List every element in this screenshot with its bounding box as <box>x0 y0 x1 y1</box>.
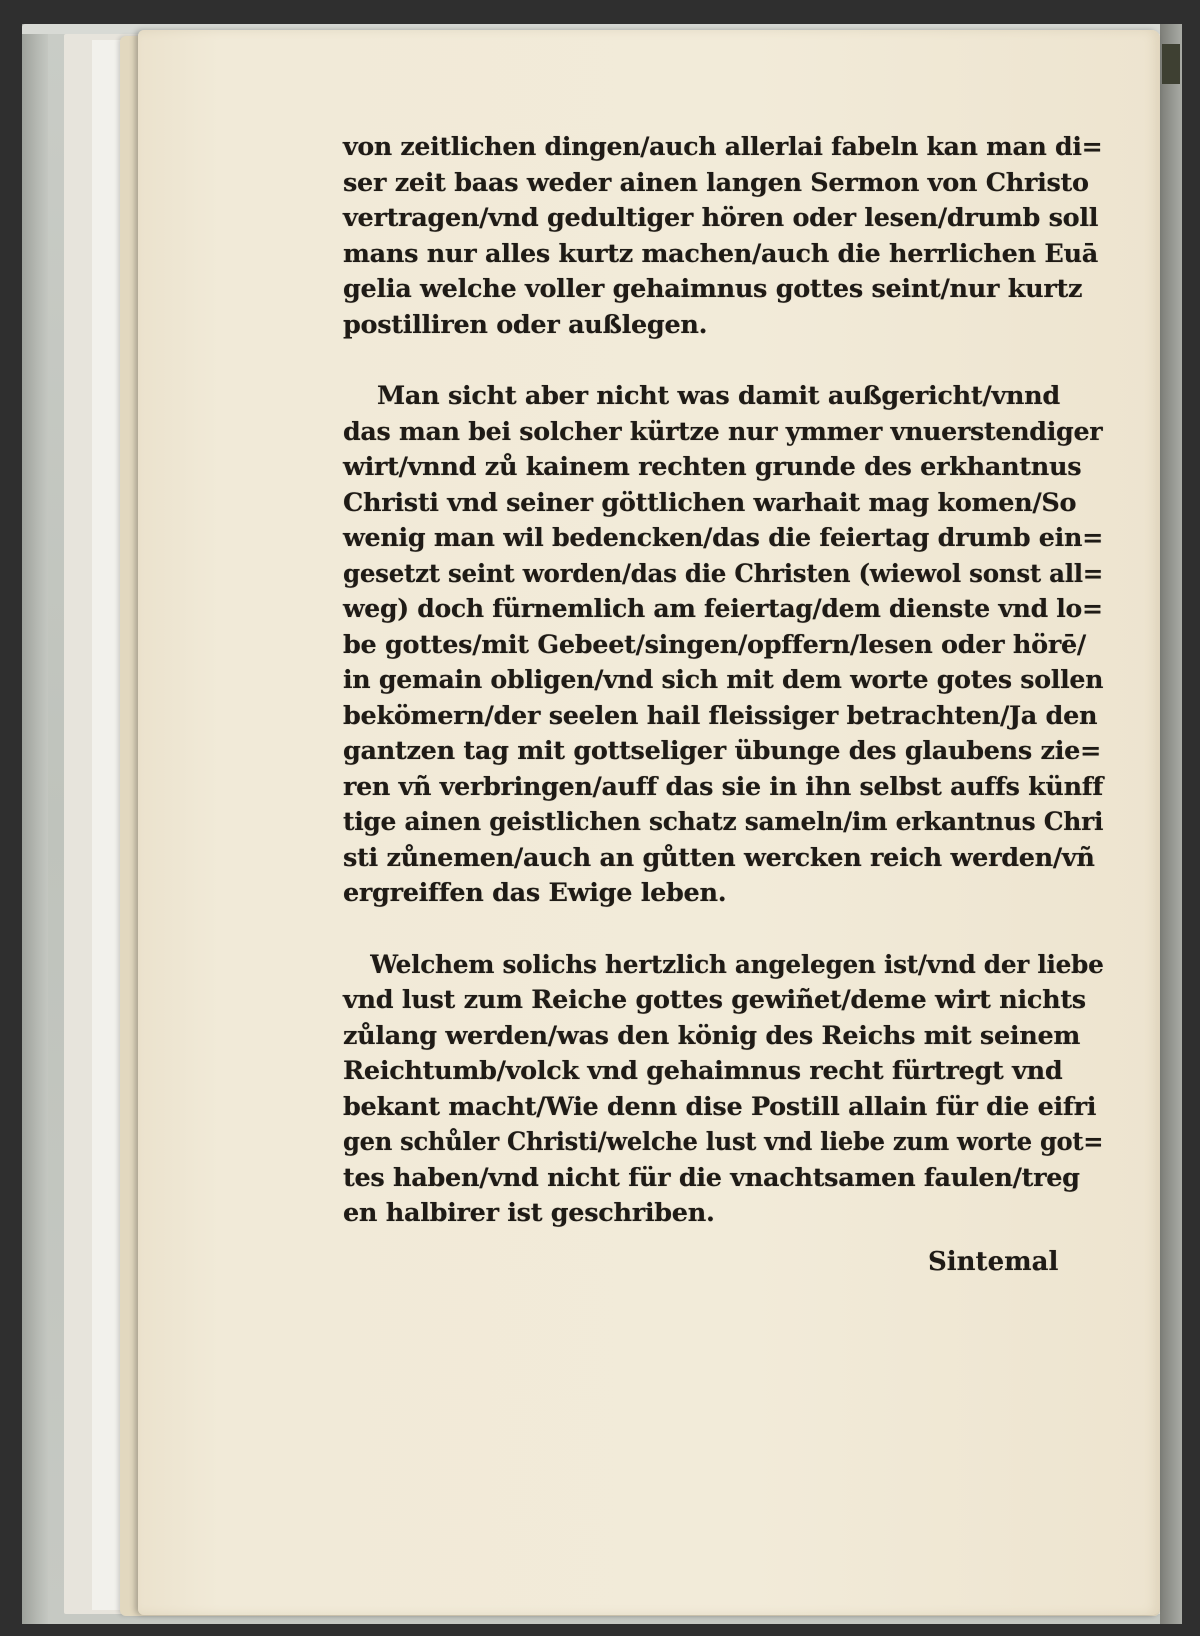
text-line: gantzen tag mit gottseliger übunge des glaubens zie= <box>343 736 1102 766</box>
text-line: bekömern/der seelen hail fleissiger betrachten/Ja den <box>343 700 1098 731</box>
text-line: zůlang werden/was den könig des Reichs mit seinem <box>343 1020 1081 1051</box>
text-line: ren vñ verbringen/auff das sie in ihn selbst auffs künff <box>343 771 1103 802</box>
paragraph-1 <box>343 130 1103 343</box>
text-line: Man sicht aber nicht was damit außgericht/vnnd <box>377 381 1060 411</box>
text-line: wenig man wil bedencken/das die feiertag drumb ein= <box>343 523 1104 553</box>
text-line: gen schůler Christi/welche lust vnd liebe zum worte got= <box>343 1127 1104 1157</box>
text-line: weg) doch fürnemlich am feiertag/dem dienste vnd lo= <box>343 594 1103 624</box>
text-line: be gottes/mit Gebeet/singen/opffern/lesen oder hörē/ <box>343 629 1086 660</box>
board-left-edge <box>22 24 48 1624</box>
text-line: ser zeit baas weder ainen langen Sermon von Christo <box>343 167 1089 198</box>
text-line: Christi vnd seiner göttlichen warhait mag komen/So <box>343 487 1077 518</box>
text-line: tes haben/vnd nicht für die vnachtsamen faulen/treg <box>343 1162 1080 1193</box>
text-line: vertragen/vnd gedultiger hören oder lesen/drumb soll <box>343 203 1099 233</box>
text-line: Welchem solichs hertzlich angelegen ist/vnd der liebe <box>370 949 1104 980</box>
paragraph-3 <box>343 948 1103 1232</box>
text-line: gesetzt seint worden/das die Christen (wiewol sonst all= <box>343 558 1104 589</box>
text-line: von zeitlichen dingen/auch allerlai fabeln kan man di= <box>343 132 1103 162</box>
text-line: en halbirer ist geschriben. <box>343 1198 715 1228</box>
page-text <box>343 130 1103 1232</box>
paragraph-2 <box>343 379 1103 912</box>
text-line: gelia welche voller gehaimnus gottes seint/nur kurtz <box>343 274 1083 304</box>
text-line: Reichtumb/volck vnd gehaimnus recht fürtregt vnd <box>343 1056 1063 1086</box>
text-line: wirt/vnnd zů kainem rechten grunde des erkhantnus <box>343 452 1082 482</box>
text-line: bekant macht/Wie denn dise Postill allain für die eifri <box>343 1091 1097 1122</box>
text-line: ergreiffen das Ewige leben. <box>343 878 727 908</box>
text-line: mans nur alles kurtz machen/auch die herrlichen Euā <box>343 238 1098 269</box>
right-binding-strip <box>1160 24 1182 1624</box>
binding-tab <box>1162 44 1180 84</box>
text-line: vnd lust zum Reiche gottes gewiñet/deme wirt nichts <box>343 985 1086 1015</box>
text-line: das man bei solcher kürtze nur ymmer vnuerstendiger <box>343 416 1103 447</box>
text-line: tige ainen geistlichen schatz sameln/im erkantnus Chri <box>343 807 1104 837</box>
text-line: in gemain obligen/vnd sich mit dem worte gotes sollen <box>343 665 1104 695</box>
text-line: postilliren oder außlegen. <box>343 309 708 340</box>
catchword: Sintemal <box>928 1247 1059 1277</box>
text-line: sti zůnemen/auch an gůtten wercken reich werden/vñ <box>343 842 1095 873</box>
